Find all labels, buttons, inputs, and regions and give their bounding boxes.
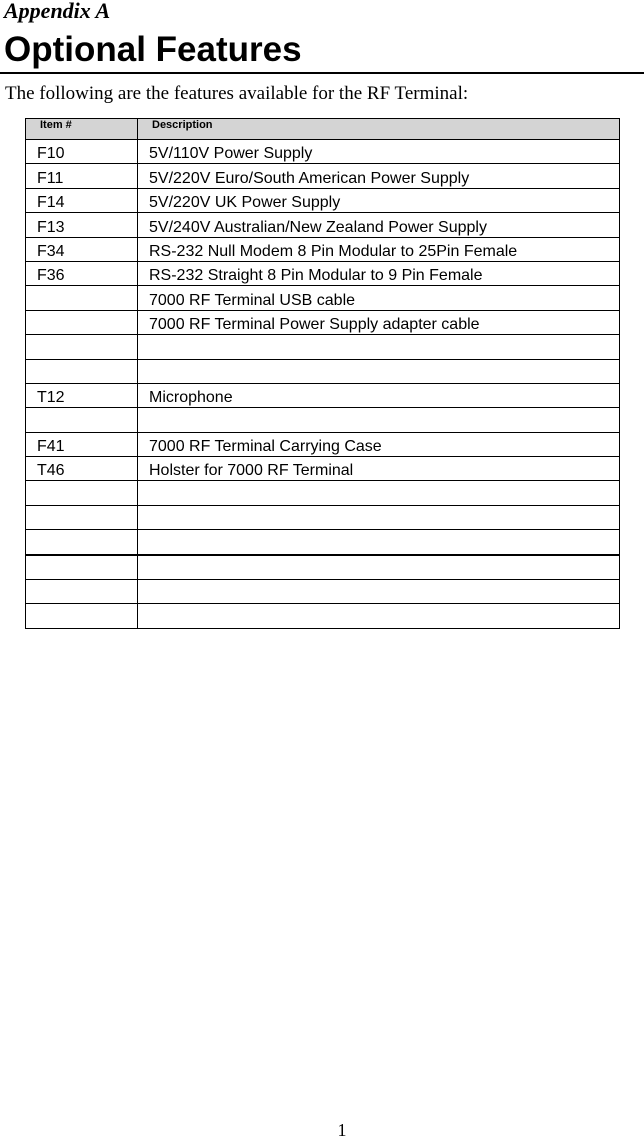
item-cell [26, 408, 138, 432]
description-cell [138, 580, 620, 604]
item-cell: F13 [26, 213, 138, 237]
item-cell [26, 310, 138, 334]
page-title: Optional Features [4, 30, 302, 69]
table-row [26, 335, 620, 359]
description-cell: 5V/110V Power Supply [138, 140, 620, 164]
features-table [25, 118, 620, 629]
table-row [26, 188, 620, 212]
item-cell [26, 604, 138, 628]
item-cell: F36 [26, 261, 138, 285]
item-cell [26, 286, 138, 310]
appendix-label: Appendix A [4, 0, 111, 23]
description-cell: Holster for 7000 RF Terminal [138, 457, 620, 481]
description-cell: 5V/220V Euro/South American Power Supply [138, 164, 620, 188]
table-row [26, 237, 620, 261]
table-row [26, 604, 620, 628]
item-cell [26, 555, 138, 580]
description-cell [138, 408, 620, 432]
description-cell: 7000 RF Terminal Power Supply adapter cable [138, 310, 620, 334]
table-row [26, 408, 620, 432]
item-cell [26, 335, 138, 359]
table-row [26, 310, 620, 334]
description-cell: 7000 RF Terminal Carrying Case [138, 432, 620, 456]
item-cell [26, 580, 138, 604]
item-cell: T46 [26, 457, 138, 481]
table-row [26, 359, 620, 383]
table-row [26, 457, 620, 481]
page-number: 1 [337, 1120, 347, 1140]
table-row [26, 261, 620, 285]
table-row [26, 432, 620, 456]
description-cell [138, 555, 620, 580]
description-cell [138, 530, 620, 555]
description-cell: Microphone [138, 383, 620, 407]
item-cell: T12 [26, 383, 138, 407]
item-cell: F41 [26, 432, 138, 456]
table-header-row [26, 119, 620, 140]
table-row [26, 140, 620, 164]
table-row [26, 505, 620, 529]
table-row [26, 286, 620, 310]
description-cell [138, 335, 620, 359]
item-cell [26, 505, 138, 529]
item-cell [26, 530, 138, 555]
description-cell [138, 505, 620, 529]
item-cell: F34 [26, 237, 138, 261]
table-row [26, 530, 620, 555]
table-row [26, 164, 620, 188]
description-cell: RS-232 Straight 8 Pin Modular to 9 Pin Female [138, 261, 620, 285]
description-cell: RS-232 Null Modem 8 Pin Modular to 25Pin Female [138, 237, 620, 261]
description-cell: 7000 RF Terminal USB cable [138, 286, 620, 310]
description-cell: 5V/240V Australian/New Zealand Power Supply [138, 213, 620, 237]
description-cell [138, 359, 620, 383]
item-cell [26, 359, 138, 383]
description-header: Description [138, 119, 620, 140]
item-number-header: Item # [26, 119, 138, 140]
intro-paragraph: The following are the features available for the RF Terminal: [5, 83, 469, 104]
item-cell: F11 [26, 164, 138, 188]
description-cell: 5V/220V UK Power Supply [138, 188, 620, 212]
table-row [26, 481, 620, 505]
table-row [26, 580, 620, 604]
table-row [26, 383, 620, 407]
table-row [26, 555, 620, 580]
item-cell: F14 [26, 188, 138, 212]
description-cell [138, 481, 620, 505]
table-row [26, 213, 620, 237]
title-divider [0, 72, 644, 74]
item-cell [26, 481, 138, 505]
description-cell [138, 604, 620, 628]
item-cell: F10 [26, 140, 138, 164]
